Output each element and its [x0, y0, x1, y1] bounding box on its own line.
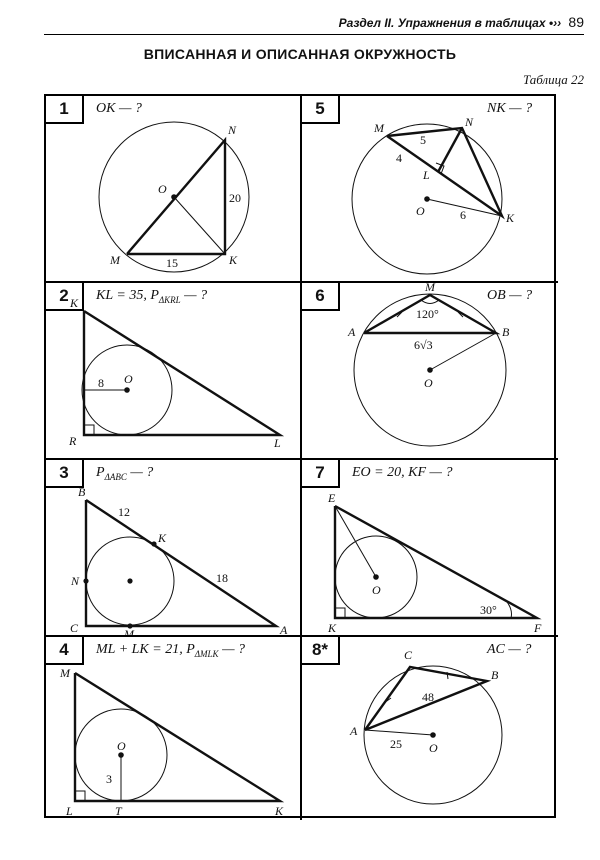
problem-number: 1: [46, 96, 84, 124]
label: N: [71, 574, 80, 588]
label: L: [66, 804, 73, 818]
label: M: [425, 283, 435, 294]
problem-cell-6: [302, 283, 558, 460]
figure-1: [46, 96, 302, 283]
label: 15: [166, 256, 178, 270]
problem-cell-1: [46, 96, 302, 283]
label: K: [506, 211, 515, 225]
problem-question: NK — ?: [487, 101, 533, 116]
label: K: [229, 253, 238, 267]
label: K: [70, 296, 79, 310]
label: 20: [229, 191, 241, 205]
question-subscript: ΔMLK: [194, 648, 219, 659]
header-rule: [44, 34, 584, 35]
label: O: [372, 583, 381, 597]
label: 5: [420, 133, 426, 147]
figure-7: [302, 460, 558, 637]
question-subscript: ΔABC: [104, 471, 127, 482]
problem-cell-4: [46, 637, 302, 820]
page-title: ВПИСАННАЯ И ОПИСАННАЯ ОКРУЖНОСТЬ: [143, 46, 457, 62]
label: O: [416, 204, 425, 218]
label: N: [228, 123, 237, 137]
label: O: [124, 372, 133, 386]
problem-question: EO = 20, KF — ?: [352, 465, 453, 480]
question-end: — ?: [218, 642, 246, 657]
problem-number: 4: [46, 637, 84, 665]
question-subscript: ΔKRL: [158, 294, 181, 305]
label: C: [70, 621, 79, 635]
label: A: [280, 623, 288, 637]
question-text: P: [96, 465, 105, 480]
label: 120°: [416, 307, 439, 321]
label: 18: [216, 571, 228, 585]
label: L: [274, 436, 281, 450]
figure-2: [46, 283, 302, 460]
label: M: [110, 253, 120, 267]
label: A: [348, 325, 356, 339]
label: B: [502, 325, 510, 339]
label: M: [374, 121, 384, 135]
problem-number: 3: [46, 460, 84, 488]
label: C: [404, 648, 413, 662]
figure-4: [46, 637, 302, 820]
label: 25: [390, 737, 402, 751]
problem-number: 7: [302, 460, 340, 488]
label: O: [117, 739, 126, 753]
label: 12: [118, 505, 130, 519]
page-number: 89: [568, 14, 584, 30]
problem-number: 5: [302, 96, 340, 124]
label: N: [465, 115, 474, 129]
problem-cell-2: [46, 283, 302, 460]
problem-question: OB — ?: [487, 288, 533, 303]
figure-5: [302, 96, 558, 283]
label: 30°: [480, 603, 497, 617]
label: 8: [98, 376, 104, 390]
label: E: [328, 491, 336, 505]
label: 6: [460, 208, 466, 222]
label: M: [60, 666, 70, 680]
running-title: Раздел II. Упражнения в таблицах: [338, 16, 546, 30]
label: O: [424, 376, 433, 390]
label: K: [328, 621, 337, 635]
question-end: — ?: [180, 288, 208, 303]
label: F: [534, 621, 542, 635]
label: 6√3: [414, 338, 433, 352]
exercise-table: [44, 94, 556, 818]
label: M: [124, 627, 134, 637]
question-end: — ?: [126, 465, 154, 480]
label: R: [69, 434, 77, 448]
label: K: [275, 804, 284, 818]
label: O: [158, 182, 167, 196]
label: O: [429, 741, 438, 755]
label: B: [491, 668, 499, 682]
problem-number: 8*: [302, 637, 340, 665]
question-text: KL = 35, P: [96, 288, 159, 303]
label: L: [423, 168, 430, 182]
problem-cell-5: [302, 96, 558, 283]
table-label: Таблица 22: [522, 72, 584, 87]
label: 3: [106, 772, 112, 786]
label: 4: [396, 151, 402, 165]
running-header: [339, 14, 584, 30]
problem-cell-8: [302, 637, 558, 820]
problem-number: 6: [302, 283, 340, 311]
figure-6: [302, 283, 558, 460]
problem-question: OK — ?: [96, 101, 142, 116]
arrow-icon: •››: [548, 16, 562, 30]
label: K: [158, 531, 167, 545]
label: T: [115, 804, 122, 818]
figure-8: [302, 637, 558, 820]
label: 48: [422, 690, 434, 704]
problem-cell-7: [302, 460, 558, 637]
label: A: [350, 724, 358, 738]
problem-number: 2: [46, 283, 84, 311]
figure-3: [46, 460, 302, 637]
problem-cell-3: [46, 460, 302, 637]
label: B: [78, 485, 86, 499]
problem-question: AC — ?: [487, 642, 532, 657]
question-text: ML + LK = 21, P: [96, 642, 195, 657]
